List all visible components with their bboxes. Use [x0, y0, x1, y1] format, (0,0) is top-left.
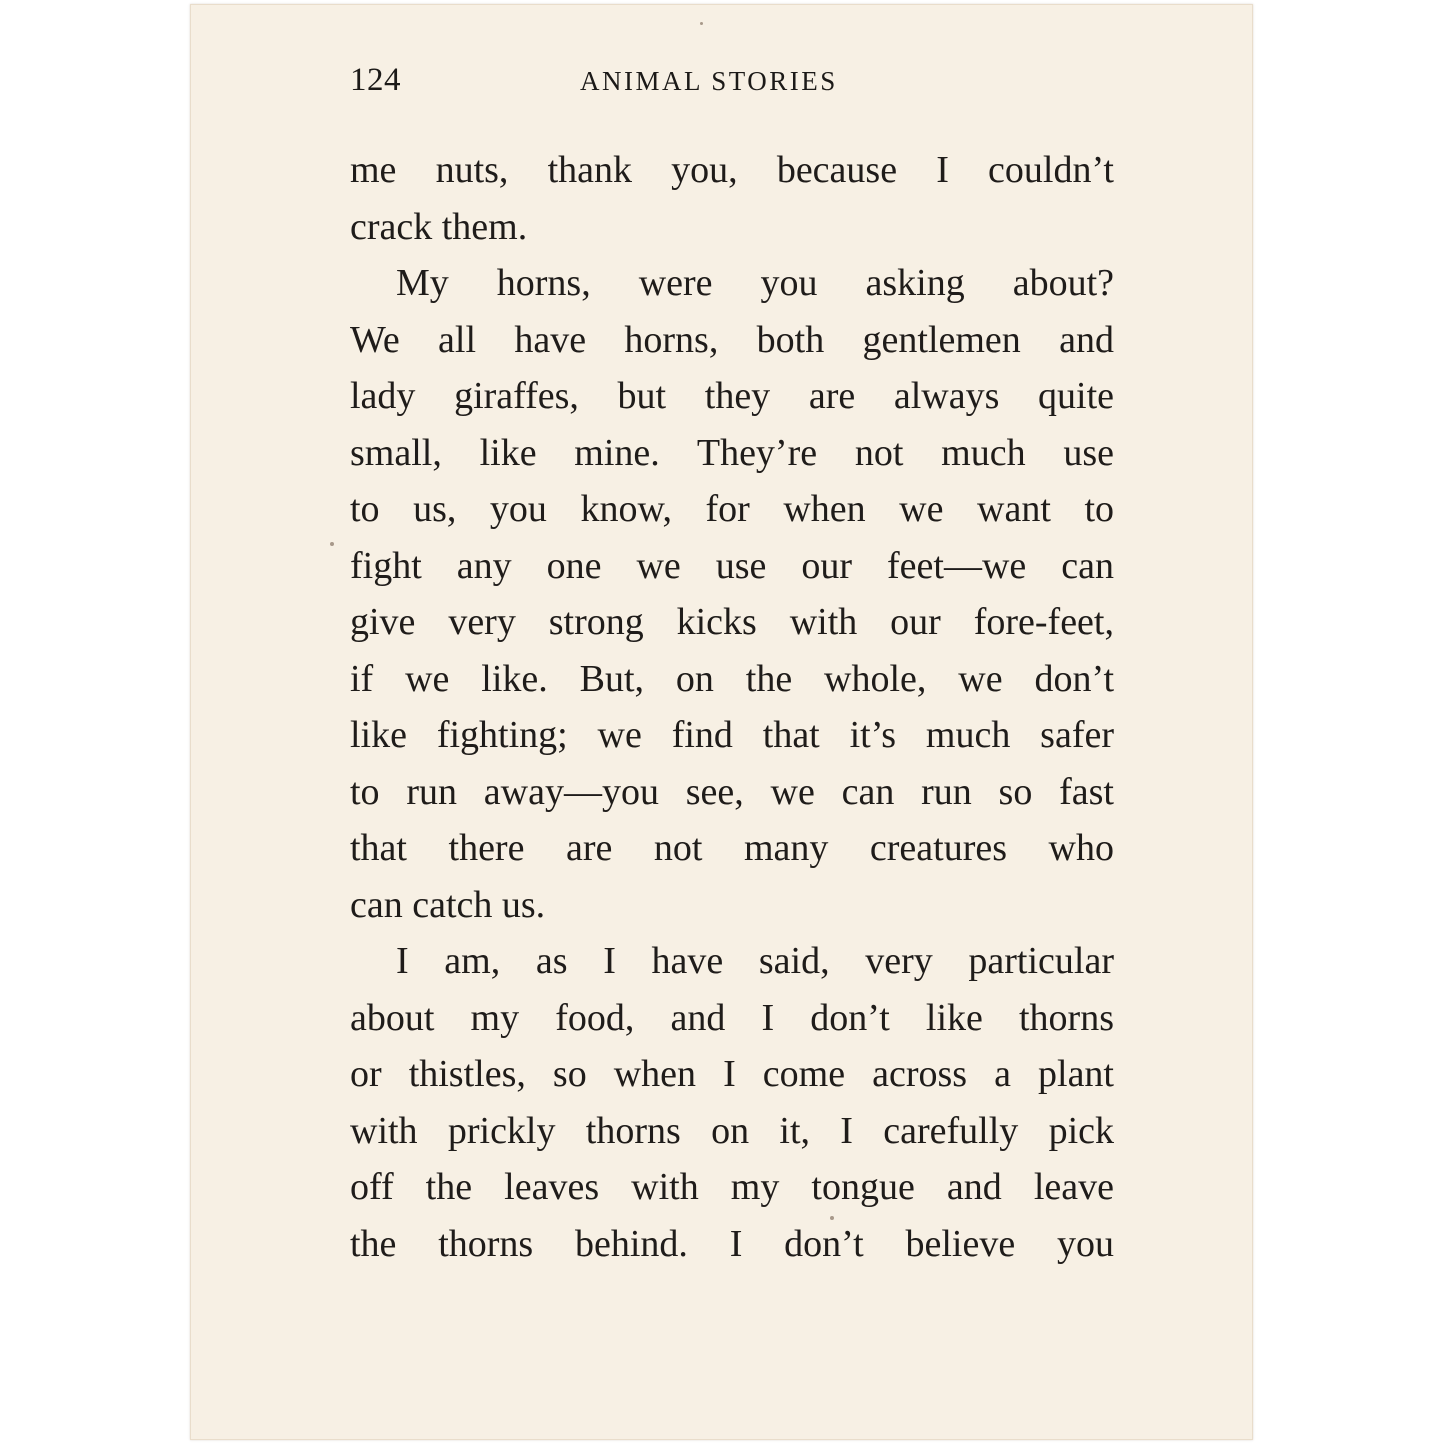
paper-speck: [830, 1216, 834, 1220]
text-line: with prickly thorns on it, I carefully pick: [350, 1109, 1114, 1152]
text-line: like fighting; we find that it’s much safer: [350, 714, 1114, 756]
text-line: if we like. But, on the whole, we don’t: [350, 657, 1114, 700]
text-line: can catch us.: [350, 883, 546, 926]
text-line: to us, you know, for when we want to: [350, 488, 1114, 530]
book-page: [190, 4, 1253, 1440]
running-title: ANIMAL STORIES: [580, 66, 838, 96]
text-line: crack them.: [350, 205, 528, 248]
text-line: We all have horns, both gentlemen and: [350, 318, 1114, 361]
paper-speck: [330, 542, 334, 546]
text-line: give very strong kicks with our fore-feet,: [350, 601, 1114, 643]
text-line: about my food, and I don’t like thorns: [350, 996, 1114, 1039]
text-line: off the leaves with my tongue and leave: [350, 1166, 1114, 1208]
body-text: [350, 142, 1114, 1272]
page-number: 124: [350, 62, 401, 98]
text-line: to run away—you see, we can run so fast: [350, 770, 1114, 813]
text-line: I am, as I have said, very particular: [396, 940, 1114, 982]
text-line: that there are not many creatures who: [350, 827, 1114, 869]
text-line: small, like mine. They’re not much use: [350, 431, 1114, 474]
text-line: the thorns behind. I don’t believe you: [350, 1222, 1114, 1265]
text-line: me nuts, thank you, because I couldn’t: [350, 149, 1114, 191]
text-line: or thistles, so when I come across a plant: [350, 1053, 1114, 1095]
text-line: lady giraffes, but they are always quite: [350, 375, 1114, 417]
paper-speck: [700, 22, 703, 25]
text-line: fight any one we use our feet—we can: [350, 544, 1114, 587]
running-head: [350, 62, 1114, 112]
text-line: My horns, were you asking about?: [396, 262, 1114, 304]
